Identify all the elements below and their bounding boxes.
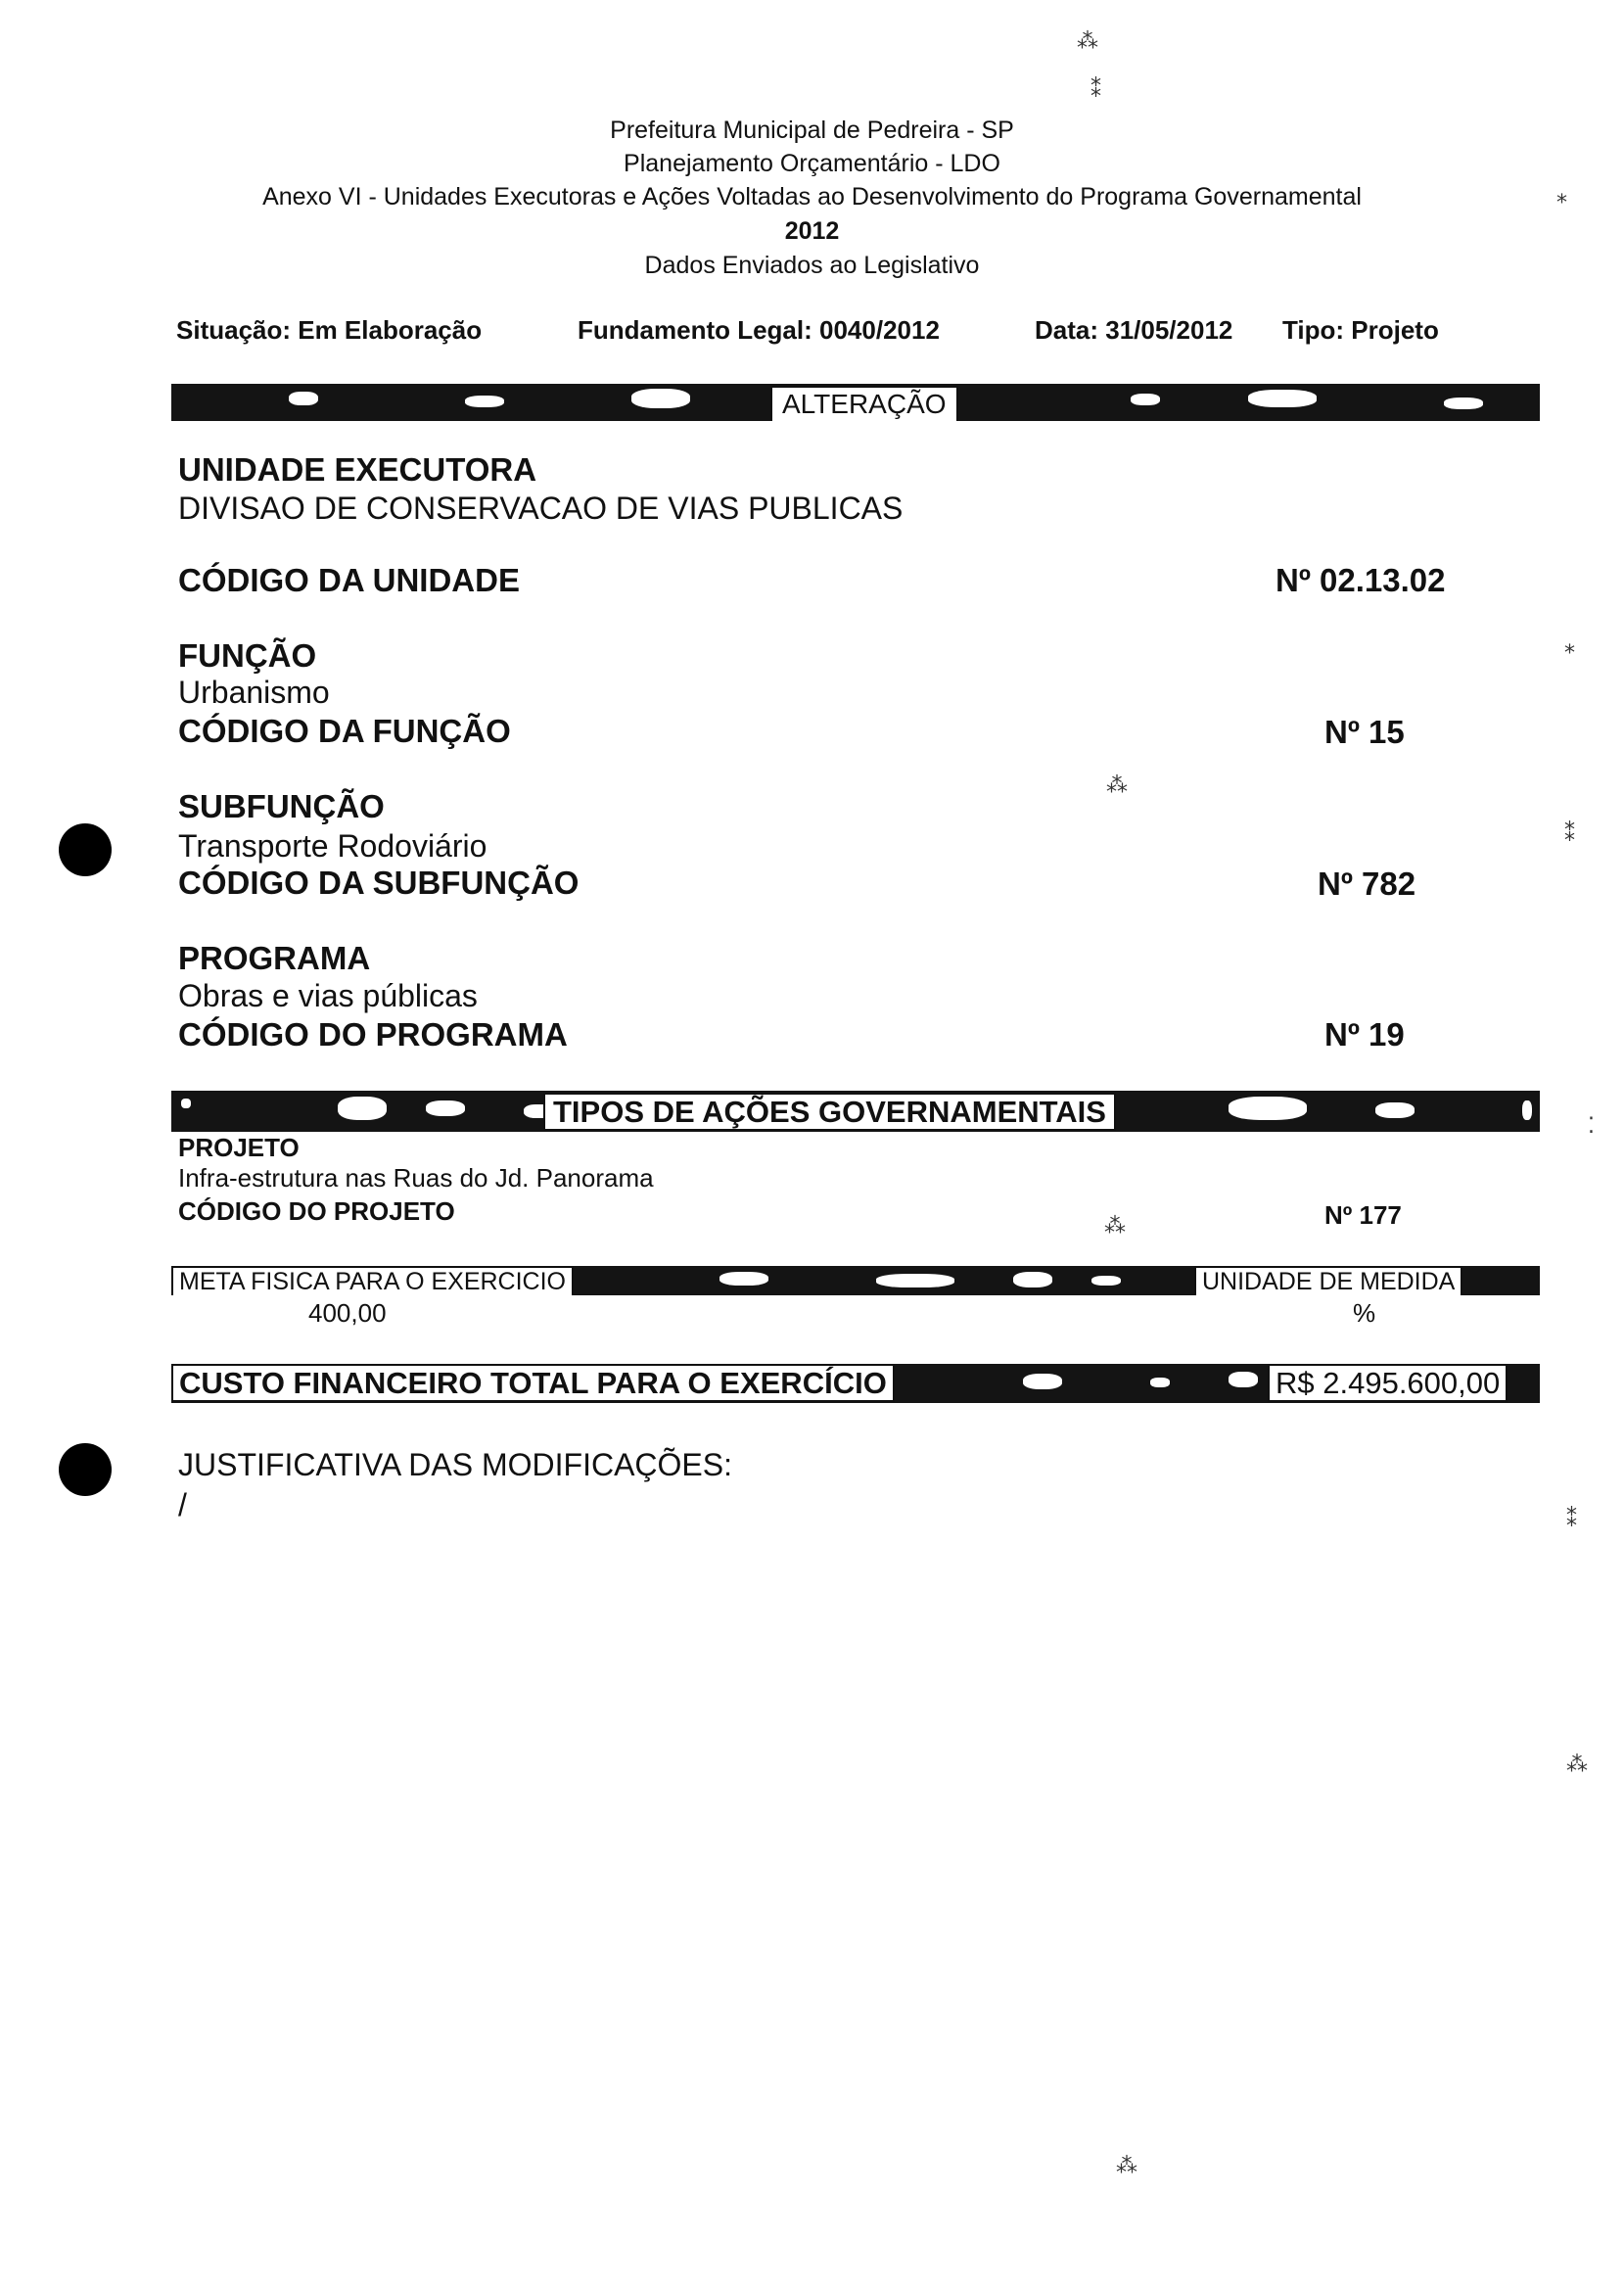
tipos-acoes-label: TIPOS DE AÇÕES GOVERNAMENTAIS xyxy=(543,1093,1116,1131)
meta-fundamento: Fundamento Legal: 0040/2012 xyxy=(578,315,940,345)
scan-speck: ⁂ xyxy=(1116,2154,1137,2178)
justificativa-label: JUSTIFICATIVA DAS MODIFICAÇÕES: xyxy=(178,1447,732,1482)
subfuncao-code-label: CÓDIGO DA SUBFUNÇÃO xyxy=(178,865,580,901)
meta-tipo: Tipo: Projeto xyxy=(1282,315,1439,345)
alteracao-label: ALTERAÇÃO xyxy=(770,386,958,421)
header-year: 2012 xyxy=(784,217,840,245)
scan-speck: ⁑ xyxy=(1090,78,1101,103)
meta-fisica-unit: % xyxy=(1353,1298,1376,1328)
meta-situacao: Situação: Em Elaboração xyxy=(176,315,483,345)
scan-speck: ⁎ xyxy=(1564,634,1575,659)
scan-speck: ⁑ xyxy=(1566,1508,1577,1532)
funcao-name: Urbanismo xyxy=(178,675,330,710)
header-sent-to: Dados Enviados ao Legislativo xyxy=(644,252,980,279)
funcao-heading: FUNÇÃO xyxy=(178,637,317,674)
programa-code: Nº 19 xyxy=(1324,1016,1405,1053)
projeto-heading: PROJETO xyxy=(178,1133,300,1162)
tipos-acoes-bar xyxy=(171,1091,1540,1132)
scan-speck: ⁂ xyxy=(1106,773,1128,798)
header-municipality: Prefeitura Municipal de Pedreira - SP xyxy=(610,117,1014,144)
header-planning: Planejamento Orçamentário - LDO xyxy=(624,150,1000,177)
scan-speck: ⁚ xyxy=(1588,1114,1595,1139)
programa-code-label: CÓDIGO DO PROGRAMA xyxy=(178,1016,568,1053)
scan-speck: ⁂ xyxy=(1566,1753,1588,1777)
meta-fisica-label: META FISICA PARA O EXERCICIO xyxy=(171,1266,574,1295)
hole-punch-bottom xyxy=(59,1443,112,1496)
unidade-code: Nº 02.13.02 xyxy=(1276,562,1446,598)
meta-fisica-value: 400,00 xyxy=(308,1298,387,1328)
alteracao-bar xyxy=(171,384,1540,421)
subfuncao-heading: SUBFUNÇÃO xyxy=(178,788,385,824)
header-annex-title: Anexo VI - Unidades Executoras e Ações Voltadas ao Desenvolvimento do Programa Governamental xyxy=(262,183,1362,211)
funcao-code: Nº 15 xyxy=(1324,714,1405,750)
projeto-name: Infra-estrutura nas Ruas do Jd. Panorama xyxy=(178,1163,654,1193)
scan-speck: ⁎ xyxy=(1556,184,1567,209)
programa-name: Obras e vias públicas xyxy=(178,978,478,1013)
unidade-code-label: CÓDIGO DA UNIDADE xyxy=(178,562,520,598)
meta-data: Data: 31/05/2012 xyxy=(1035,315,1233,345)
meta-fisica-bar xyxy=(171,1266,1540,1295)
custo-label: CUSTO FINANCEIRO TOTAL PARA O EXERCÍCIO xyxy=(171,1364,895,1402)
funcao-code-label: CÓDIGO DA FUNÇÃO xyxy=(178,713,511,749)
scan-speck: ⁑ xyxy=(1564,822,1575,847)
hole-punch-top xyxy=(59,823,112,876)
custo-value: R$ 2.495.600,00 xyxy=(1268,1364,1508,1402)
subfuncao-name: Transporte Rodoviário xyxy=(178,828,487,864)
projeto-code-label: CÓDIGO DO PROJETO xyxy=(178,1196,455,1226)
programa-heading: PROGRAMA xyxy=(178,940,371,976)
unidade-heading: UNIDADE EXECUTORA xyxy=(178,451,537,488)
unidade-name: DIVISAO DE CONSERVACAO DE VIAS PUBLICAS xyxy=(178,491,904,526)
subfuncao-code: Nº 782 xyxy=(1318,866,1416,902)
unidade-medida-label: UNIDADE DE MEDIDA xyxy=(1194,1266,1462,1295)
scan-speck: ⁂ xyxy=(1104,1214,1126,1239)
justificativa-text: / xyxy=(178,1487,187,1522)
projeto-code: Nº 177 xyxy=(1324,1200,1402,1230)
scan-speck: ⁂ xyxy=(1077,29,1098,54)
custo-bar xyxy=(171,1364,1540,1403)
